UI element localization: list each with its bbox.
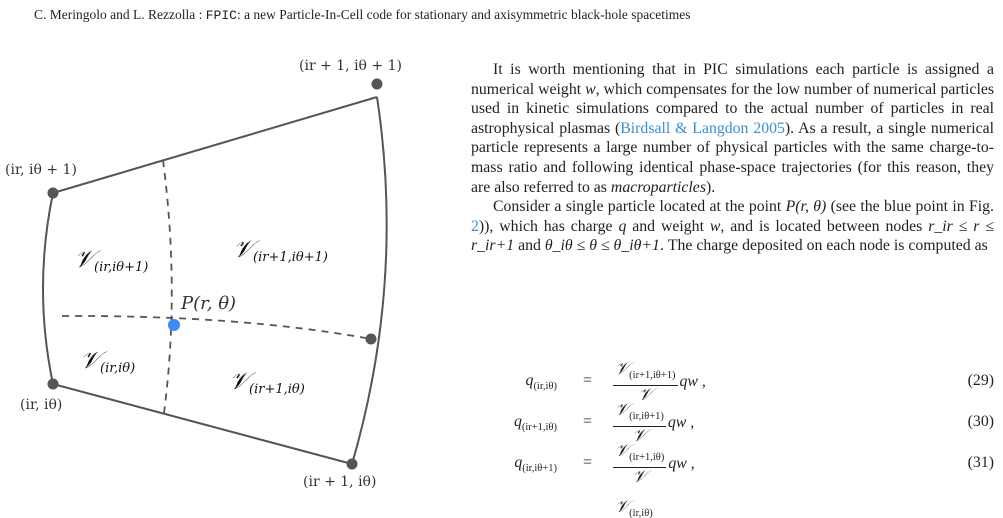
equation-32-partial [471,500,994,518]
corner-label-bottom-right: (ir + 1, iθ) [303,474,377,490]
equation-rhs: 𝒱$_{(ir,i\theta)}$ [615,500,653,518]
region-lower-right [229,367,305,397]
node-bottom-left [48,379,59,390]
region-lower-right-symbol: 𝒱 [229,367,249,395]
header-code-name: FPIC [205,8,237,23]
equation-rhs: $\frac{𝒱_{(ir+1,i\theta)}}{\text{𝒱}}$ qw , [615,441,695,487]
node-top-right [372,79,383,90]
equation-rhs: $\frac{𝒱_{(ir,i\theta+1)}}{\text{𝒱}}$ qw , [615,400,695,446]
figure-ref-link[interactable]: 2 [471,217,479,235]
equation-number: (31) [967,454,994,471]
equation-number: (29) [967,372,994,389]
particle-label: P(r, θ) [181,293,237,314]
particle-point [168,319,180,331]
header-authors: C. Meringolo and L. Rezzolla : [34,7,206,22]
equation-number: (30) [967,413,994,430]
region-lower-left-sub: (ir,iθ) [100,361,136,376]
region-upper-right-symbol: 𝒱 [233,235,253,263]
region-upper-left-symbol: 𝒱 [74,245,94,273]
corner-label-bottom-left: (ir, iθ) [20,397,63,413]
body-text-column [471,60,994,256]
equation-29: $q_{(ir,i\theta)}$ = $\frac{𝒱_{(ir+1,i\theta+1)}}{\text{𝒱}}$ qw , (29) [525,359,994,405]
equation-rhs: $\frac{𝒱_{(ir+1,i\theta+1)}}{\text{𝒱}}$ qw , [615,359,706,405]
r-split-line [163,160,172,413]
corner-label-top-right: (ir + 1, iθ + 1) [299,58,402,74]
cell-bottom-edge [53,384,352,464]
region-upper-right-sub: (ir+1,iθ+1) [253,250,328,265]
equation-30: $q_{(ir+1,i\theta)}$ = $\frac{𝒱_{(ir,i\theta+1)}}{\text{𝒱}}$ qw , (30) [513,400,994,446]
paragraph-macroparticles: It is worth mentioning that in PIC simulations each particle is assigned a numerical weight w, which compensates for the low number of numerical particles used in kinetic simulations compared to the actual number of particles in real astrophysical plasmas (Birdsall & Langdon 2005). As a result, a single numerical particle represents a large number of physical particles with the same charge-to-mass ratio and following identical phase-space trajectories (for this reason, they are also referred to as macroparticles). [471,61,994,196]
region-lower-left-symbol: 𝒱 [80,346,100,374]
header-title: : a new Particle-In-Cell code for stationary and axisymmetric black-hole spacetimes [236,7,691,22]
node-right-mid [366,334,377,345]
cell-right-edge [352,97,387,464]
region-upper-left-sub: (ir,iθ+1) [94,260,149,275]
paragraph-charge-deposit: Consider a single particle located at the point P(r, θ) (see the blue point in Fig. 2)), which has charge q and weight w, and is located between nodes r_ir ≤ r ≤ r_ir+1 and θ_iθ ≤ θ ≤ θ_iθ+1. The charge deposited on each node is computed as [471,198,995,255]
region-lower-right-sub: (ir+1,iθ) [249,382,305,397]
citation-link[interactable]: Birdsall & Langdon 2005 [620,119,785,137]
interpolation-cell-figure [0,40,430,518]
region-upper-left [74,245,148,275]
running-header [34,7,994,23]
node-bottom-right [347,459,358,470]
node-top-left [48,188,59,199]
equation-lhs: $q_{(ir,i\theta+1)}$ [514,454,557,475]
equation-lhs: $q_{(ir,i\theta)}$ [525,372,557,393]
theta-split-line [62,316,371,339]
equation-31: $q_{(ir,i\theta+1)}$ = $\frac{𝒱_{(ir+1,i\theta)}}{\text{𝒱}}$ qw , (31) [514,441,994,487]
region-lower-left [80,346,135,376]
equation-lhs: $q_{(ir+1,i\theta)}$ [513,413,557,434]
cell-left-edge [43,193,53,384]
cell-top-edge [53,97,377,193]
corner-label-top-left: (ir, iθ + 1) [5,162,77,178]
region-upper-right [233,235,328,265]
